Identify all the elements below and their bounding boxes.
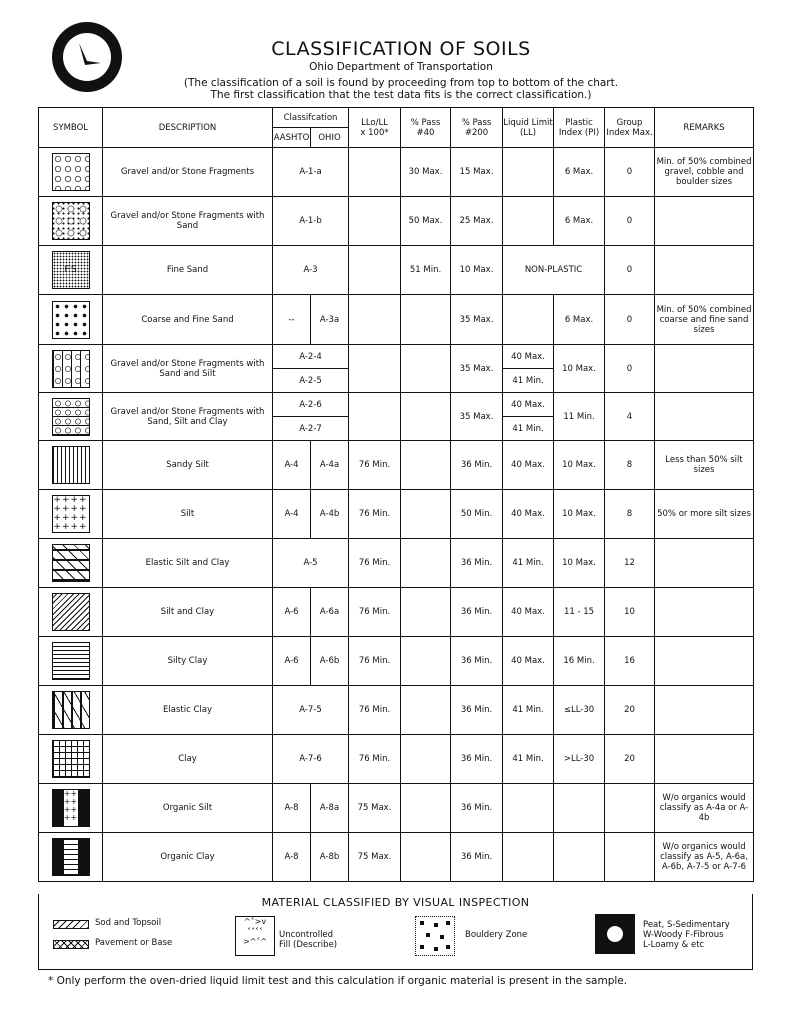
fine-sand-pattern-icon: F.S [52, 251, 90, 289]
col-remarks: REMARKS [655, 108, 754, 148]
sod-topsoil-icon [53, 920, 89, 929]
table-row: Organic Clay A-8 A-8b 75 Max. 36 Min. W/o organics would classify as A-5, A-6a, A-6b, A-7-5 or A-7-6 [39, 833, 754, 882]
gravel-pattern-icon [52, 153, 90, 191]
col-plastic-index: Plastic Index (PI) [554, 108, 605, 148]
peat-label: Peat, S-Sedimentary W-Woody F-Fibrous L-Loamy & etc [643, 920, 730, 950]
footnote: * Only perform the oven-dried liquid limit test and this calculation if organic material is present in the sample. [48, 975, 628, 987]
uncontrolled-fill-icon: ^˂>v ˂˄˂˂ >^˂^ [235, 916, 275, 956]
pavement-base-label: Pavement or Base [95, 938, 173, 948]
visual-inspection-legend [38, 894, 753, 970]
col-symbol: SYMBOL [39, 108, 103, 148]
col-aashto: AASHTO [273, 128, 311, 148]
clay-pattern-icon [52, 740, 90, 778]
page-subtitle: Ohio Department of Transportation [309, 61, 493, 73]
table-row: Elastic Silt and Clay A-5 76 Min. 36 Min. 41 Min. 10 Max. 12 [39, 539, 754, 588]
table-row: Gravel and/or Stone Fragments with Sand, Silt and Clay A-2-6 35 Max. 40 Max. 11 Min. 4 [39, 393, 754, 417]
visual-inspection-header: MATERIAL CLASSIFIED BY VISUAL INSPECTION [261, 896, 530, 909]
table-row: F.S Fine Sand A-3 51 Min. 10 Max. NON-PLASTIC 0 [39, 246, 754, 295]
table-row: ++++ ++++ ++++ ++++ Silt A-4 A-4b 76 Min. 50 Min. 40 Max. 10 Max. 8 50% or more silt sizes [39, 490, 754, 539]
peat-icon [595, 914, 635, 954]
col-pass40: % Pass #40 [401, 108, 451, 148]
instructions: (The classification of a soil is found by proceeding from top to bottom of the chart. The first classification that the test data fits is the correct classification.) [183, 77, 619, 101]
gravel-sand-silt-pattern-icon [52, 350, 90, 388]
table-row: Elastic Clay A-7-5 76 Min. 36 Min. 41 Min. ≤LL-30 20 [39, 686, 754, 735]
bouldery-zone-label: Bouldery Zone [465, 930, 528, 940]
coarse-sand-pattern-icon [52, 301, 90, 339]
table-row: ++ ++ ++ ++ Organic Silt A-8 A-8a 75 Max. 36 Min. W/o organics would classify as A-4a or A-4b [39, 784, 754, 833]
table-row: Silty Clay A-6 A-6b 76 Min. 36 Min. 40 Max. 16 Min. 16 [39, 637, 754, 686]
bouldery-zone-icon [415, 916, 455, 956]
sandy-silt-pattern-icon [52, 446, 90, 484]
pavement-base-icon [53, 940, 89, 949]
soil-classification-table: SYMBOL DESCRIPTION Classifcation LLo/LL x 100* % Pass #40 % Pass #200 Liquid Limit (LL) Plastic Index (PI) Group Index Max. REMARKS AASHTO OHIO Gravel and/or Stone Fragments A-1-a 30 Max. 15 Max. 6 Max. 0 Min. of 50% combined gravel, cobble and boulder sizes Gravel and/or Stone Fragments with Sand A-1-b 50 Max. 25 Max. 6 Max. 0 F.S Fine Sand A-3 51 Min. 10 Max. NON-PLASTIC 0 Coarse and Fine Sand -- A-3a 35 Max. 6 Max. 0 Min. of 50% combined coarse and fine sand sizes Gravel and/or Stone Fragments with Sand and Silt A-2-4 35 Max. 40 Max. 10 Max. 0 A-2-5 41 Min. Gravel and/or Stone Fragments with Sand, Silt and Clay A-2-6 35 Max. 40 Max. 11 Min. 4 A-2-7 41 Min. Sandy Silt A-4 A-4a 76 Min. 36 Min. 40 Max. 10 Max. 8 Less than 50% silt sizes ++++ ++++ ++++ ++++ Silt A-4 A-4b 76 Min. 50 Min. 40 Max. 10 Max. 8 50% or more silt sizes Elastic Silt and Clay A-5 76 Min. 36 Min. 41 Min. 10 Max. 12 Silt and Clay A-6 A-6a 76 Min. 36 Min. 40 Max. 11 - 15 10 Silty Clay A-6 A-6b 76 Min. 36 Min. 40 Max. 16 Min. 16 Elastic Clay A-7-5 76 Min. 36 Min. 41 Min. ≤LL-30 20 Clay A-7-6 76 Min. 36 Min. 41 Min. >LL-30 20 ++ ++ ++ ++ Organic Silt A-8 A-8a 75 Max. 36 Min. W/o organics would classify as A-4a or A-4b Organic Clay A-8 A-8b 75 Max. 36 Min. W/o organics would classify as A-5, A-6a, A-6b, A-7-5 or A-7-6 [38, 107, 754, 882]
table-row: Gravel and/or Stone Fragments with Sand and Silt A-2-4 35 Max. 40 Max. 10 Max. 0 [39, 345, 754, 369]
elastic-silt-clay-pattern-icon [52, 544, 90, 582]
sod-topsoil-label: Sod and Topsoil [95, 918, 162, 928]
silt-pattern-icon: ++++ ++++ ++++ ++++ [53, 495, 88, 532]
table-row: Gravel and/or Stone Fragments with Sand A-1-b 50 Max. 25 Max. 6 Max. 0 [39, 197, 754, 246]
col-ohio: OHIO [311, 128, 349, 148]
table-row: Gravel and/or Stone Fragments A-1-a 30 Max. 15 Max. 6 Max. 0 Min. of 50% combined gravel, cobble and boulder sizes [39, 148, 754, 197]
col-liquid-limit: Liquid Limit (LL) [503, 108, 554, 148]
col-pass200: % Pass #200 [451, 108, 503, 148]
elastic-clay-pattern-icon [52, 691, 90, 729]
organic-silt-pattern-icon: ++ ++ ++ ++ [52, 789, 90, 827]
col-ll-ratio: LLo/LL x 100* [349, 108, 401, 148]
gravel-sand-pattern-icon [52, 202, 90, 240]
table-row: Silt and Clay A-6 A-6a 76 Min. 36 Min. 40 Max. 11 - 15 10 [39, 588, 754, 637]
table-row: Sandy Silt A-4 A-4a 76 Min. 36 Min. 40 Max. 10 Max. 8 Less than 50% silt sizes [39, 441, 754, 490]
col-classification: Classifcation [273, 108, 349, 128]
page-title: CLASSIFICATION OF SOILS [271, 38, 531, 60]
silty-clay-pattern-icon [52, 642, 90, 680]
table-row: Clay A-7-6 76 Min. 36 Min. 41 Min. >LL-30 20 [39, 735, 754, 784]
uncontrolled-fill-label: Uncontrolled Fill (Describe) [279, 930, 338, 950]
col-description: DESCRIPTION [103, 108, 273, 148]
gravel-sand-silt-clay-pattern-icon [52, 398, 90, 436]
table-row: Coarse and Fine Sand -- A-3a 35 Max. 6 Max. 0 Min. of 50% combined coarse and fine sand sizes [39, 295, 754, 345]
organic-clay-pattern-icon [52, 838, 90, 876]
col-group-index: Group Index Max. [605, 108, 655, 148]
silt-clay-pattern-icon [52, 593, 90, 631]
